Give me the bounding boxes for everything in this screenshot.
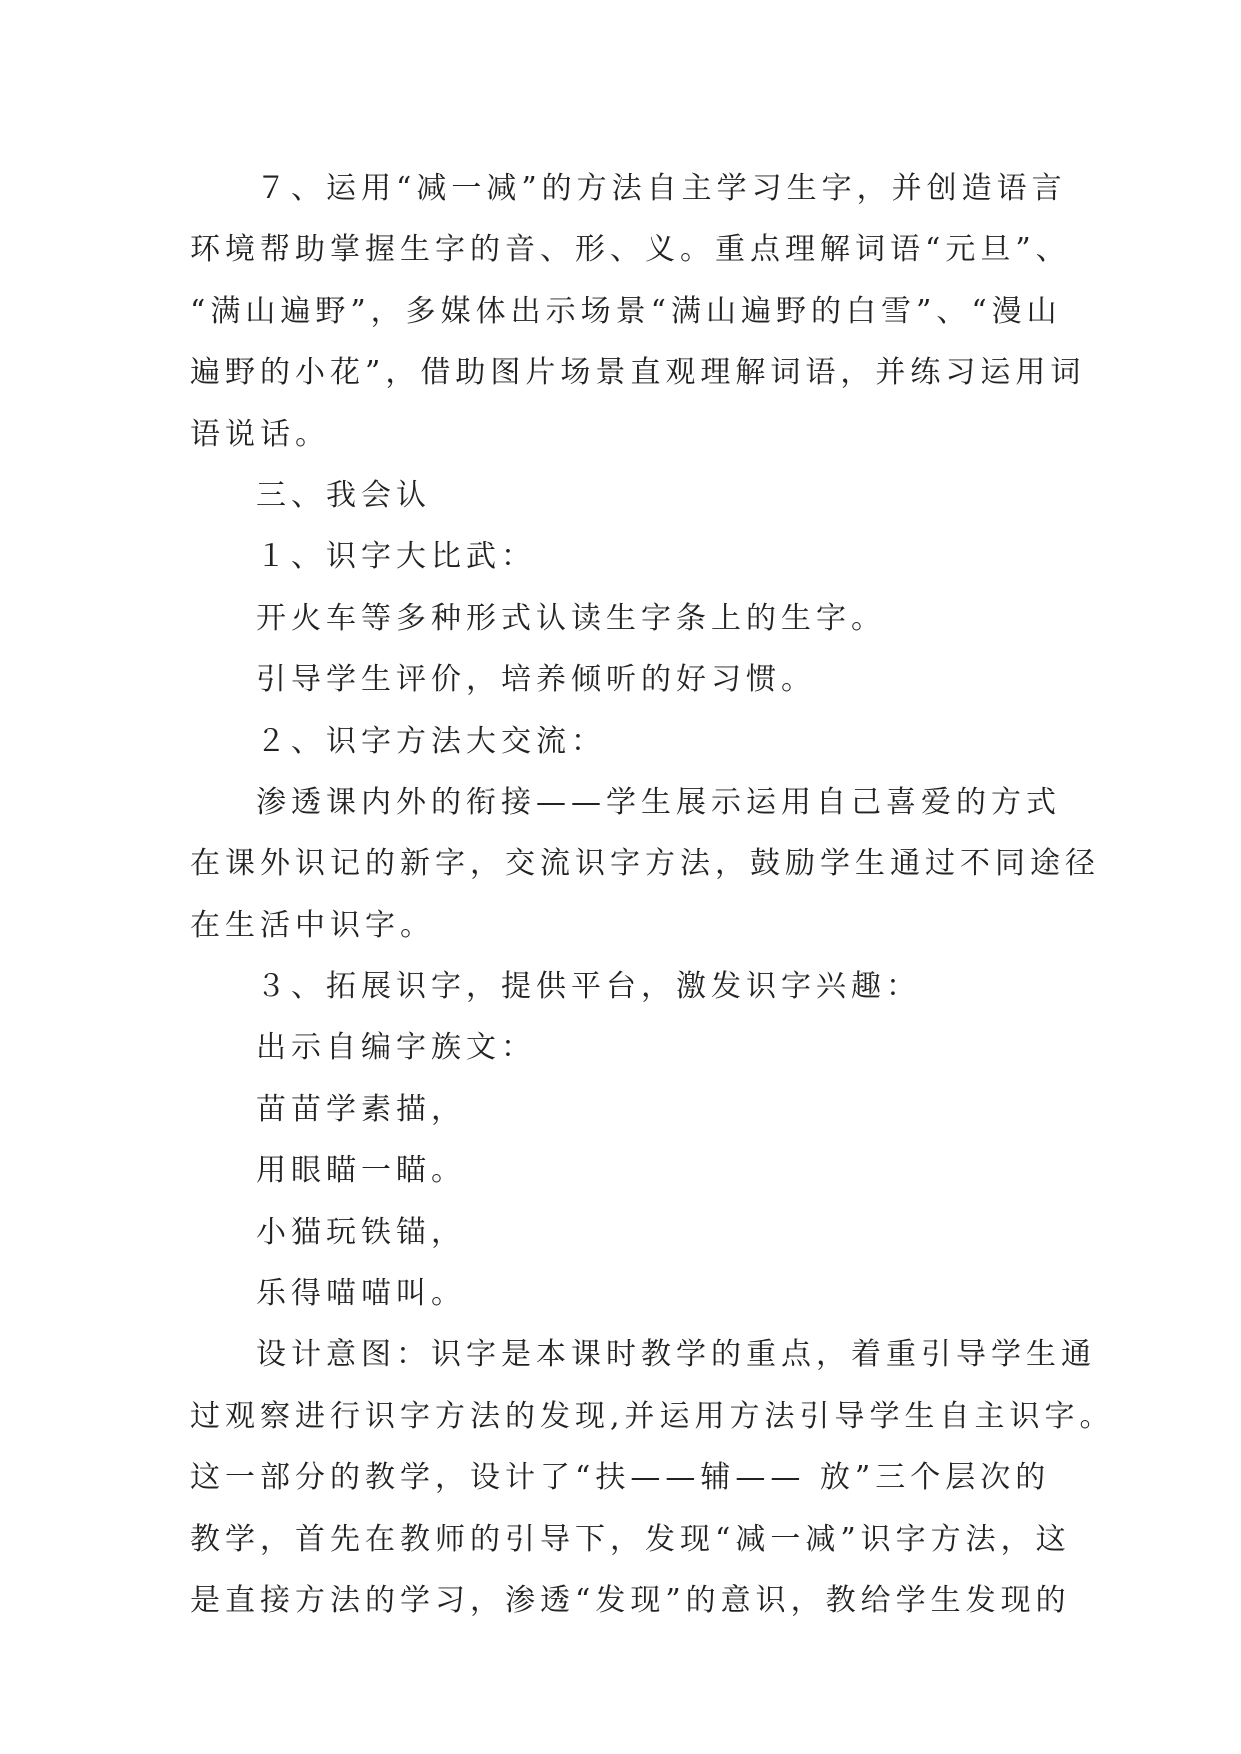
text-line: 渗透课内外的衔接——学生展示运用自己喜爱的方式 — [256, 784, 1061, 820]
text-line: 用眼瞄一瞄。 — [256, 1153, 466, 1189]
text-line: 开火车等多种形式认读生字条上的生字。 — [256, 600, 886, 636]
text-line: 三、我会认 — [256, 477, 431, 513]
paragraph-method-step-7 — [190, 158, 1086, 465]
text-line: 在生活中识字。 — [190, 907, 435, 943]
paragraph-design-intent — [190, 1324, 1115, 1631]
text-line: 引导学生评价，培养倾听的好习惯。 — [256, 662, 816, 698]
text-line: 小猫玩铁锚， — [256, 1214, 466, 1250]
text-line: 教学，首先在教师的引导下，发现“减一减”识字方法，这 — [190, 1521, 1071, 1557]
text-line: “满山遍野”，多媒体出示场景“满山遍野的白雪”、“漫山 — [190, 293, 1062, 329]
paragraph — [190, 1017, 1050, 1078]
subheading-3 — [190, 956, 1050, 1017]
text-line: 乐得喵喵叫。 — [256, 1276, 466, 1312]
text-line: 是直接方法的学习，渗透“发现”的意识，教给学生发现的 — [190, 1582, 1071, 1618]
subheading-1 — [190, 526, 1050, 587]
poem-line — [190, 1263, 1050, 1324]
document-body — [190, 158, 1115, 1631]
text-line: ２、识字方法大交流： — [256, 723, 606, 759]
poem-line — [190, 1202, 1050, 1263]
text-line: 遍野的小花”，借助图片场景直观理解词语，并练习运用词 — [190, 355, 1086, 391]
text-line: ７、运用“减一减”的方法自主学习生字，并创造语言 — [256, 171, 1067, 206]
paragraph — [190, 649, 1050, 710]
text-line: 设计意图：识字是本课时教学的重点，着重引导学生通 — [256, 1337, 1096, 1373]
text-line: １、识字大比武： — [256, 539, 536, 575]
text-line: 环境帮助掌握生字的音、形、义。重点理解词语“元旦”、 — [190, 232, 1071, 268]
text-line: ３、拓展识字，提供平台，激发识字兴趣： — [256, 969, 921, 1005]
poem-line — [190, 1140, 1050, 1201]
text-line: 出示自编字族文： — [256, 1030, 536, 1066]
text-line: 苗苗学素描， — [256, 1091, 466, 1127]
text-line: 在课外识记的新字，交流识字方法，鼓励学生通过不同途径 — [190, 846, 1100, 882]
subheading-2 — [190, 711, 1050, 772]
section-heading-3 — [190, 465, 1050, 526]
text-line: 过观察进行识字方法的发现,并运用方法引导学生自主识字。 — [190, 1398, 1115, 1434]
paragraph — [190, 772, 1100, 956]
text-line: 这一部分的教学，设计了“扶——辅—— 放”三个层次的 — [190, 1460, 1051, 1496]
text-line: 语说话。 — [190, 416, 330, 452]
poem-line — [190, 1079, 1050, 1140]
paragraph — [190, 588, 1050, 649]
